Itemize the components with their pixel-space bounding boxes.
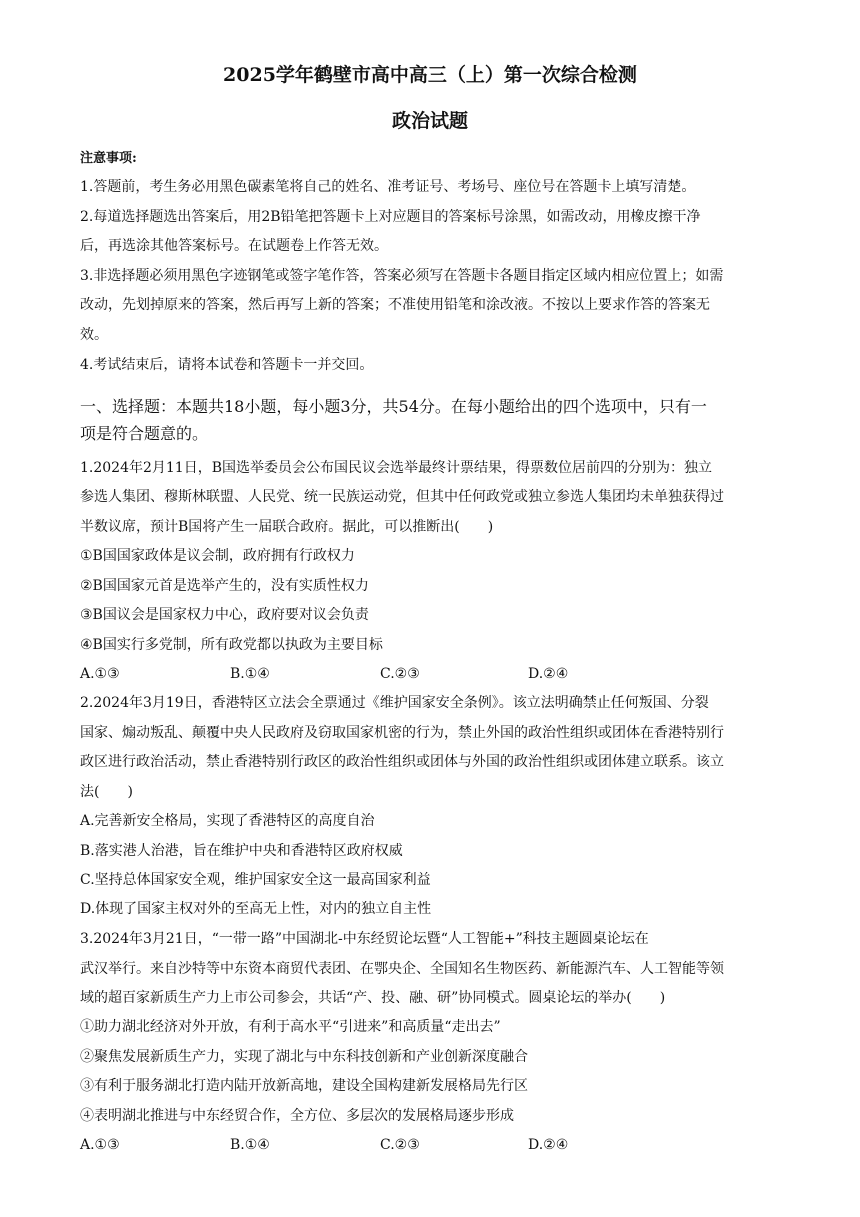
choice-b[interactable]: B.①④ xyxy=(230,1137,270,1153)
question-1-stem: 1.2024年2月11日，B国选举委员会公布国民议会选举最终计票结果，得票数位居前四的分别为：独立 xyxy=(80,460,712,476)
choice-a[interactable]: A.①③ xyxy=(80,1137,120,1153)
exam-subject: 政治试题 xyxy=(391,110,468,132)
question-3-item: ①助力湖北经济对外开放，有利于高水平“引进来”和高质量“走出去” xyxy=(80,1019,501,1035)
notice-line: 3.非选择题必须用黑色字迹钢笔或签字笔作答，答案必须写在答题卡各题目指定区域内相应位置上；如需 xyxy=(80,268,724,284)
question-3-stem: 3.2024年3月21日，“一带一路”中国湖北-中东经贸论坛暨“人工智能+”科技主题圆桌论坛在 xyxy=(80,931,649,947)
section-heading: 项是符合题意的。 xyxy=(80,424,209,443)
question-2-option[interactable]: A.完善新安全格局，实现了香港特区的高度自治 xyxy=(80,813,375,829)
question-1-item: ④B国实行多党制，所有政党都以执政为主要目标 xyxy=(80,637,383,653)
question-3-stem: 域的超百家新质生产力上市公司参会，共话“产、投、融、研”协同模式。圆桌论坛的举办( ) xyxy=(80,990,666,1006)
question-3-item: ④表明湖北推进与中东经贸合作，全方位、多层次的发展格局逐步形成 xyxy=(80,1108,514,1124)
notice-heading: 注意事项: xyxy=(80,151,137,166)
notice-line: 4.考试结束后，请将本试卷和答题卡一并交回。 xyxy=(80,357,374,373)
question-1-item: ②B国国家元首是选举产生的，没有实质性权力 xyxy=(80,578,369,594)
choice-d[interactable]: D.②④ xyxy=(528,1137,569,1153)
choice-c[interactable]: C.②③ xyxy=(380,1137,420,1153)
notice-line: 效。 xyxy=(80,327,108,343)
exam-title: 2025学年鹤壁市高中高三（上）第一次综合检测 xyxy=(223,64,637,86)
choice-d[interactable]: D.②④ xyxy=(528,666,569,682)
question-2-stem: 2.2024年3月19日，香港特区立法会全票通过《维护国家安全条例》。该立法明确禁止任何叛国、分裂 xyxy=(80,695,709,711)
question-2-stem: 政区进行政治活动，禁止香港特别行政区的政治性组织或团体与外国的政治性组织或团体建立联系。该立 xyxy=(80,754,724,770)
section-heading: 一、选择题：本题共18小题，每小题3分，共54分。在每小题给出的四个选项中，只有一 xyxy=(80,397,707,416)
choice-a[interactable]: A.①③ xyxy=(80,666,120,682)
question-3-item: ③有利于服务湖北打造内陆开放新高地，建设全国构建新发展格局先行区 xyxy=(80,1078,528,1094)
question-1-stem: 半数议席，预计B国将产生一届联合政府。据此，可以推断出( ) xyxy=(80,519,494,535)
question-1-item: ③B国议会是国家权力中心，政府要对议会负责 xyxy=(80,607,369,623)
notice-line: 改动，先划掉原来的答案，然后再写上新的答案；不准使用铅笔和涂改液。不按以上要求作答的答案无 xyxy=(80,297,710,313)
notice-line: 2.每道选择题选出答案后，用2B铅笔把答题卡上对应题目的答案标号涂黑，如需改动，用橡皮擦干净 xyxy=(80,209,701,225)
question-3-stem: 武汉举行。来自沙特等中东资本商贸代表团、在鄂央企、全国知名生物医药、新能源汽车、人工智能等领 xyxy=(80,961,724,977)
question-2-stem: 法( ) xyxy=(80,784,133,800)
question-3-item: ②聚焦发展新质生产力，实现了湖北与中东科技创新和产业创新深度融合 xyxy=(80,1049,528,1065)
choice-c[interactable]: C.②③ xyxy=(380,666,420,682)
question-1-item: ①B国国家政体是议会制，政府拥有行政权力 xyxy=(80,548,355,564)
choice-b[interactable]: B.①④ xyxy=(230,666,270,682)
question-2-stem: 国家、煽动叛乱、颠覆中央人民政府及窃取国家机密的行为，禁止外国的政治性组织或团体在香港特别行 xyxy=(80,725,724,741)
question-2-option[interactable]: B.落实港人治港，旨在维护中央和香港特区政府权威 xyxy=(80,843,403,859)
question-2-option[interactable]: C.坚持总体国家安全观，维护国家安全这一最高国家利益 xyxy=(80,872,431,888)
notice-line: 1.答题前，考生务必用黑色碳素笔将自己的姓名、准考证号、考场号、座位号在答题卡上填写清楚。 xyxy=(80,179,696,195)
question-1-stem: 参选人集团、穆斯林联盟、人民党、统一民族运动党，但其中任何政党或独立参选人集团均未单独获得过 xyxy=(80,489,724,505)
notice-line: 后，再选涂其他答案标号。在试题卷上作答无效。 xyxy=(80,238,388,254)
question-2-option[interactable]: D.体现了国家主权对外的至高无上性，对内的独立自主性 xyxy=(80,901,432,917)
